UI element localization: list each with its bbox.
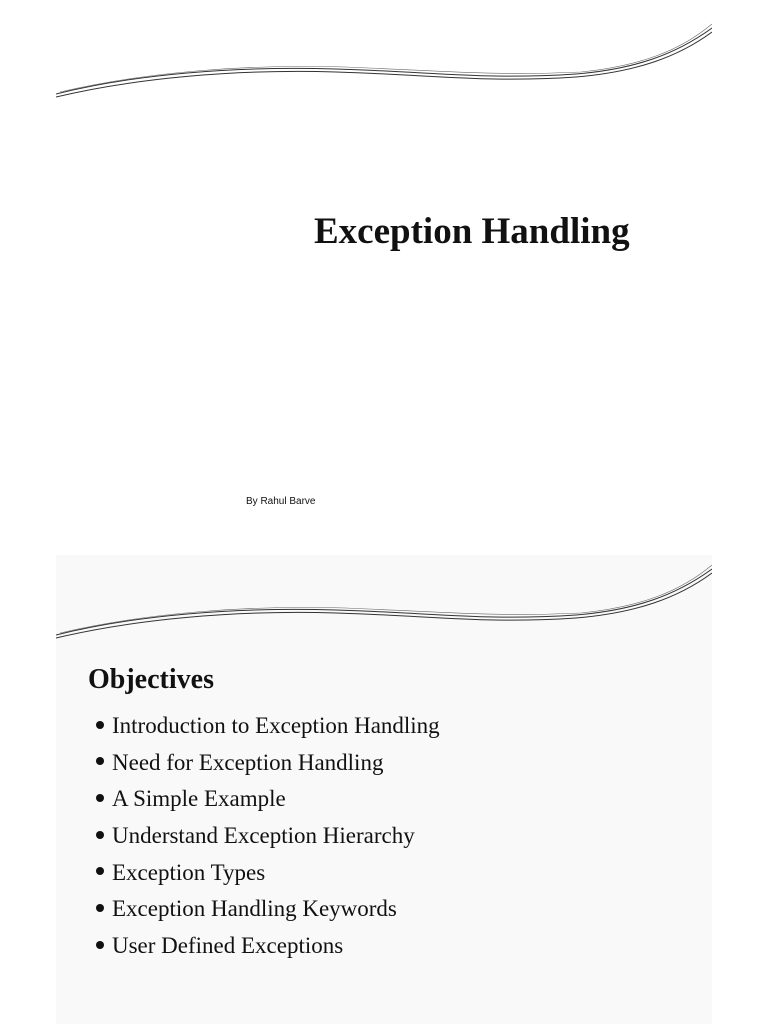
author-line: By Rahul Barve [246, 496, 316, 507]
objective-item [96, 928, 440, 965]
slide-title: Exception Handling [314, 211, 630, 252]
bullet-icon [96, 867, 104, 875]
objective-text: Need for Exception Handling [112, 749, 384, 775]
objective-text: Exception Types [112, 859, 266, 885]
objective-text: Understand Exception Hierarchy [112, 823, 415, 849]
objectives-heading: Objectives [88, 664, 214, 695]
objective-text: Introduction to Exception Handling [112, 713, 440, 738]
objective-item [96, 818, 440, 855]
bullet-icon [96, 941, 104, 949]
bullet-icon [96, 757, 104, 765]
objective-item [96, 891, 440, 928]
bullet-icon [96, 721, 104, 729]
objective-text: User Defined Exceptions [112, 933, 344, 959]
decorative-wave-lines [56, 14, 712, 104]
bullet-icon [96, 794, 104, 802]
title-slide [56, 14, 712, 514]
objective-item [96, 708, 440, 745]
bullet-icon [96, 831, 104, 839]
objective-item [96, 781, 440, 818]
objective-item [96, 855, 440, 892]
objective-item [96, 745, 440, 782]
objectives-slide [56, 555, 712, 1024]
objective-text: Exception Handling Keywords [112, 896, 397, 922]
bullet-icon [96, 904, 104, 912]
objectives-list [96, 708, 440, 965]
objective-text: A Simple Example [112, 786, 286, 812]
decorative-wave-lines [56, 555, 712, 645]
